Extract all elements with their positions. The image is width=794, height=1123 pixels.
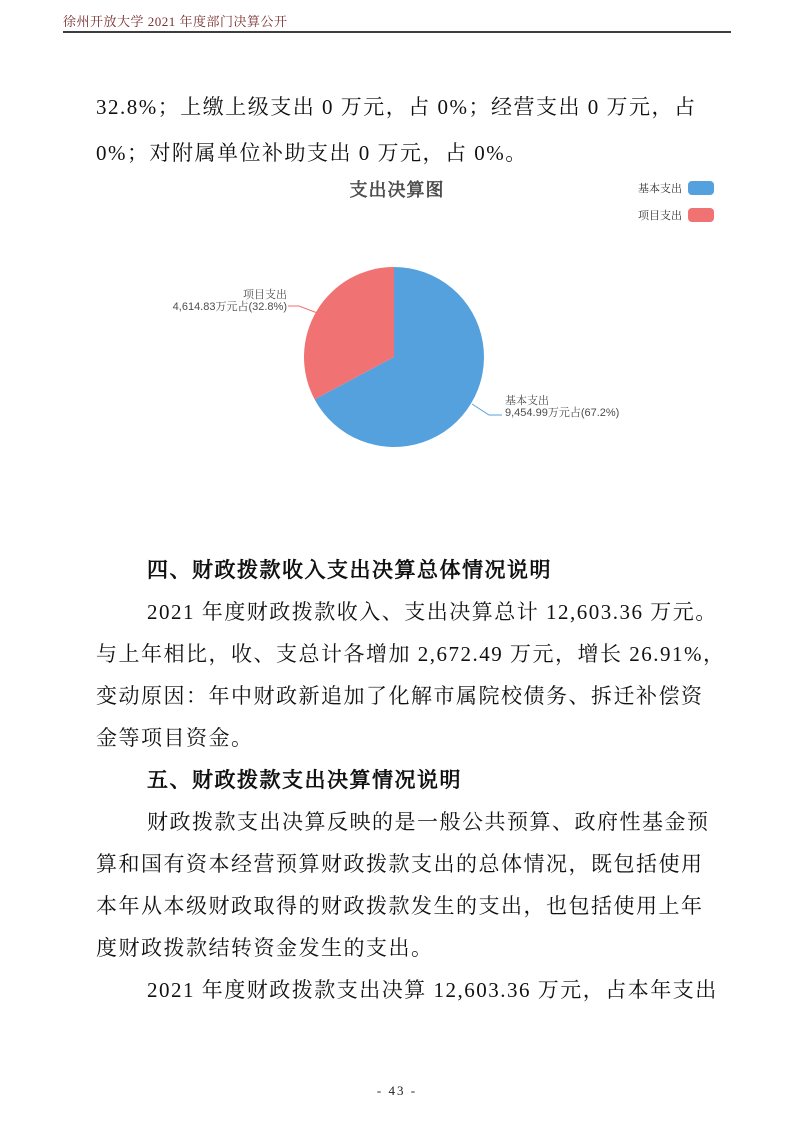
header-divider bbox=[63, 31, 731, 33]
legend-label: 基本支出 bbox=[638, 183, 682, 195]
page-header-title: 徐州开放大学 2021 年度部门决算公开 bbox=[63, 14, 288, 29]
paragraph-line: 0%；对附属单位补助支出 0 万元，占 0%。 bbox=[96, 141, 528, 165]
section-heading: 四、财政拨款收入支出决算总体情况说明 bbox=[147, 558, 552, 582]
paragraph-line: 与上年相比，收、支总计各增加 2,672.49 万元，增长 26.91%， bbox=[96, 642, 726, 666]
paragraph-line: 金等项目资金。 bbox=[96, 726, 254, 750]
section-heading: 五、财政拨款支出决算情况说明 bbox=[147, 768, 462, 792]
paragraph-line: 度财政拨款结转资金发生的支出。 bbox=[96, 936, 434, 960]
pie-label-value: 9,454.99万元占(67.2%) bbox=[505, 407, 620, 419]
paragraph-line: 算和国有资本经营预算财政拨款支出的总体情况，既包括使用 bbox=[96, 852, 704, 876]
paragraph-line: 2021 年度财政拨款收入、支出决算总计 12,603.36 万元。 bbox=[147, 600, 718, 624]
paragraph-top bbox=[96, 84, 736, 176]
pie-label-name: 基本支出 bbox=[505, 395, 549, 407]
paragraph-line: 本年从本级财政取得的财政拨款发生的支出，也包括使用上年 bbox=[96, 894, 704, 918]
paragraph-line: 财政拨款支出决算反映的是一般公共预算、政府性基金预 bbox=[147, 810, 710, 834]
expenditure-pie-chart bbox=[0, 170, 794, 470]
pie-label-project bbox=[173, 289, 287, 313]
paragraph-line: 2021 年度财政拨款支出决算 12,603.36 万元，占本年支出 bbox=[147, 978, 718, 1002]
pie-label-basic bbox=[505, 395, 619, 419]
pie-label-name: 项目支出 bbox=[243, 289, 287, 301]
document-body bbox=[96, 549, 736, 1011]
legend-label: 项目支出 bbox=[638, 210, 682, 222]
pie-label-value: 4,614.83万元占(32.8%) bbox=[172, 301, 287, 313]
chart-title: 支出决算图 bbox=[349, 180, 445, 200]
pie-chart-svg bbox=[0, 170, 794, 470]
footer-page-number: - 43 - bbox=[376, 1083, 418, 1098]
paragraph-line: 32.8%；上缴上级支出 0 万元，占 0%；经营支出 0 万元，占 bbox=[96, 95, 697, 119]
pie-leader-line bbox=[288, 306, 320, 314]
pie-leader-line bbox=[472, 404, 502, 415]
paragraph-line: 变动原因：年中财政新追加了化解市属院校债务、拆迁补偿资 bbox=[96, 684, 704, 708]
